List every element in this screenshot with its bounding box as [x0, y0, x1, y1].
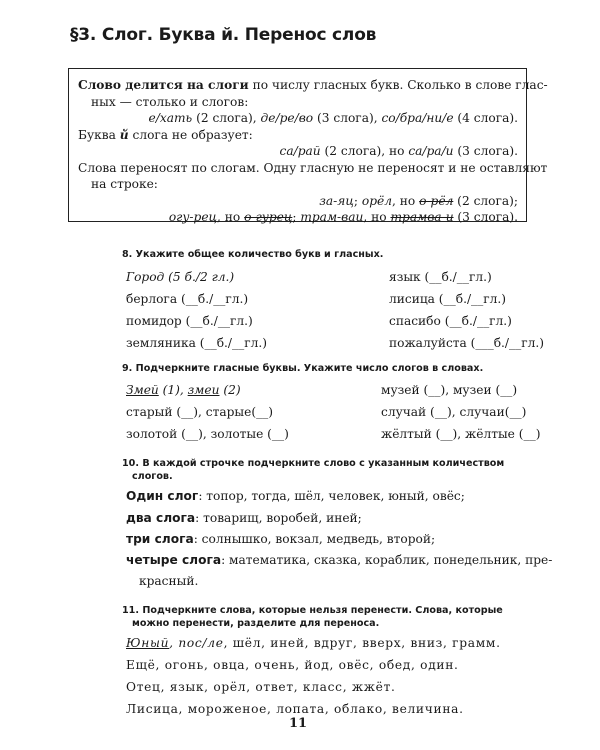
wrong-hyphenation: о-гурец [244, 210, 293, 224]
word-list: : товарищ, воробей, иней; [195, 511, 362, 525]
word-list: , шёл, иней, вдруг, вверх, вниз, грамм. [223, 636, 501, 650]
task-9-word: старый (__), старые(__) [126, 405, 274, 419]
example-word: пос/ле [178, 636, 224, 650]
example-note: (2 слога); [453, 193, 518, 208]
rule-example-1 [78, 110, 518, 127]
task-8-word: спасибо (__б./__гл.) [389, 314, 512, 328]
rule-line-6: Слова переносят по слогам. Одну гласную не переносят и не оставляют [78, 160, 548, 175]
task-9-word: случай (__), случаи(__) [381, 405, 527, 419]
example-note: ; [292, 210, 301, 224]
task-9-word: золотой (__), золотые (__) [126, 427, 289, 441]
example-note: (3 слога). [453, 144, 518, 158]
task-8-word: язык (__б./__гл.) [389, 270, 492, 284]
task-10-row [126, 553, 552, 567]
task-11-line: Отец, язык, орёл, ответ, класс, жжёт. [126, 680, 396, 694]
rule-text: Буква [78, 127, 120, 142]
example-word: е/хать [148, 111, 193, 125]
rule-line-2: ных — столько и слогов: [91, 94, 249, 109]
task-8-title: 8. Укажите общее количество букв и гласных. [122, 249, 384, 260]
example-note: , но [391, 193, 420, 208]
syllable-count-label: три слога [126, 532, 194, 546]
wrong-hyphenation: о-рёл [419, 193, 454, 208]
task-8-word: лисица (__б./__гл.) [389, 292, 506, 306]
example-note: (2 слога), [192, 111, 261, 125]
syllable-count-label: четыре слога [126, 553, 222, 567]
example-word: огу-рец [168, 210, 218, 224]
example-word: Юный [126, 636, 170, 650]
task-10-row [126, 511, 362, 525]
page-number: 11 [289, 716, 308, 731]
rule-example-2 [78, 143, 518, 160]
example-word: са/ра/и [408, 144, 454, 158]
rule-line-7: на строке: [91, 177, 158, 191]
task-10-row [126, 489, 465, 503]
example-word: са/рай [279, 144, 321, 158]
example-word: орёл [361, 193, 392, 208]
rule-example-3 [78, 193, 518, 210]
task-8-example: Город (5 б./2 гл.) [126, 270, 235, 284]
syllable-count-label: Один слог [126, 489, 199, 503]
example-note: ; [353, 193, 362, 208]
task-9-word: музей (__), музеи (__) [381, 383, 518, 397]
rule-line-4 [78, 127, 518, 144]
example-word: Змей [126, 383, 159, 397]
example-word: трам-ваи [300, 210, 364, 224]
example-word: де/ре/во [260, 111, 314, 125]
example-note: (4 слога). [453, 111, 518, 125]
example-note: , но [363, 210, 391, 224]
rule-text: слога не образует: [128, 127, 253, 142]
rule-example-4 [78, 209, 518, 226]
task-11-line: Лисица, мороженое, лопата, облако, величина. [126, 702, 464, 716]
task-8-word: земляника (__б./__гл.) [126, 336, 267, 350]
example-note: , [169, 636, 179, 650]
example-note: (2 слога), но [320, 144, 409, 158]
task-10-title-line: 10. В каждой строчке подчеркните слово с указанным количеством [122, 458, 505, 469]
word-list: : математика, сказка, кораблик, понедельник, пре- [221, 553, 553, 567]
task-9-title: 9. Подчеркните гласные буквы. Укажите число слогов в словах. [122, 363, 484, 374]
task-8-word: помидор (__б./__гл.) [126, 314, 253, 328]
word-list: : топор, тогда, шёл, человек, юный, овёс; [198, 489, 465, 503]
task-10-title-line: слогов. [132, 471, 173, 482]
task-11-title [122, 604, 503, 630]
task-10-row [126, 532, 435, 546]
wrong-hyphenation: трамва-и [390, 210, 454, 224]
task-11-title-line: 11. Подчеркните слова, которые нельзя перенести. Слова, которые [122, 605, 503, 616]
task-11-line [126, 636, 501, 650]
section-heading: §3. Слог. Буква й. Перенос слов [70, 25, 377, 45]
example-note: (3 слога). [453, 210, 518, 224]
task-8-word: берлога (__б./__гл.) [126, 292, 249, 306]
example-note: (1), [158, 383, 188, 397]
task-9-example [126, 383, 241, 397]
rule-box [68, 68, 548, 224]
example-note: , но [217, 210, 245, 224]
example-note: (2) [219, 383, 241, 397]
rule-text: по числу гласных букв. Сколько в слове глас- [248, 78, 548, 92]
rule-line-1 [78, 77, 548, 94]
syllable-count-label: два слога [126, 511, 196, 525]
task-10-row-continuation: красный. [139, 574, 199, 588]
example-note: (3 слога), [313, 111, 382, 125]
example-word: со/бра/ни/е [381, 111, 454, 125]
task-11-title-line: можно перенести, разделите для переноса. [132, 618, 380, 629]
task-8-word: пожалуйста (___б./__гл.) [389, 336, 544, 350]
word-list: : солнышко, вокзал, медведь, второй; [193, 532, 436, 546]
task-9-word: жёлтый (__), жёлтые (__) [381, 427, 541, 441]
example-word: змеи [187, 383, 220, 397]
example-word: за-яц [319, 193, 354, 208]
rule-letter: й [119, 127, 129, 142]
task-11-line: Ещё, огонь, овца, очень, йод, овёс, обед, один. [126, 658, 459, 672]
rule-term: Слово делится на слоги [78, 78, 249, 92]
task-10-title [122, 457, 504, 483]
